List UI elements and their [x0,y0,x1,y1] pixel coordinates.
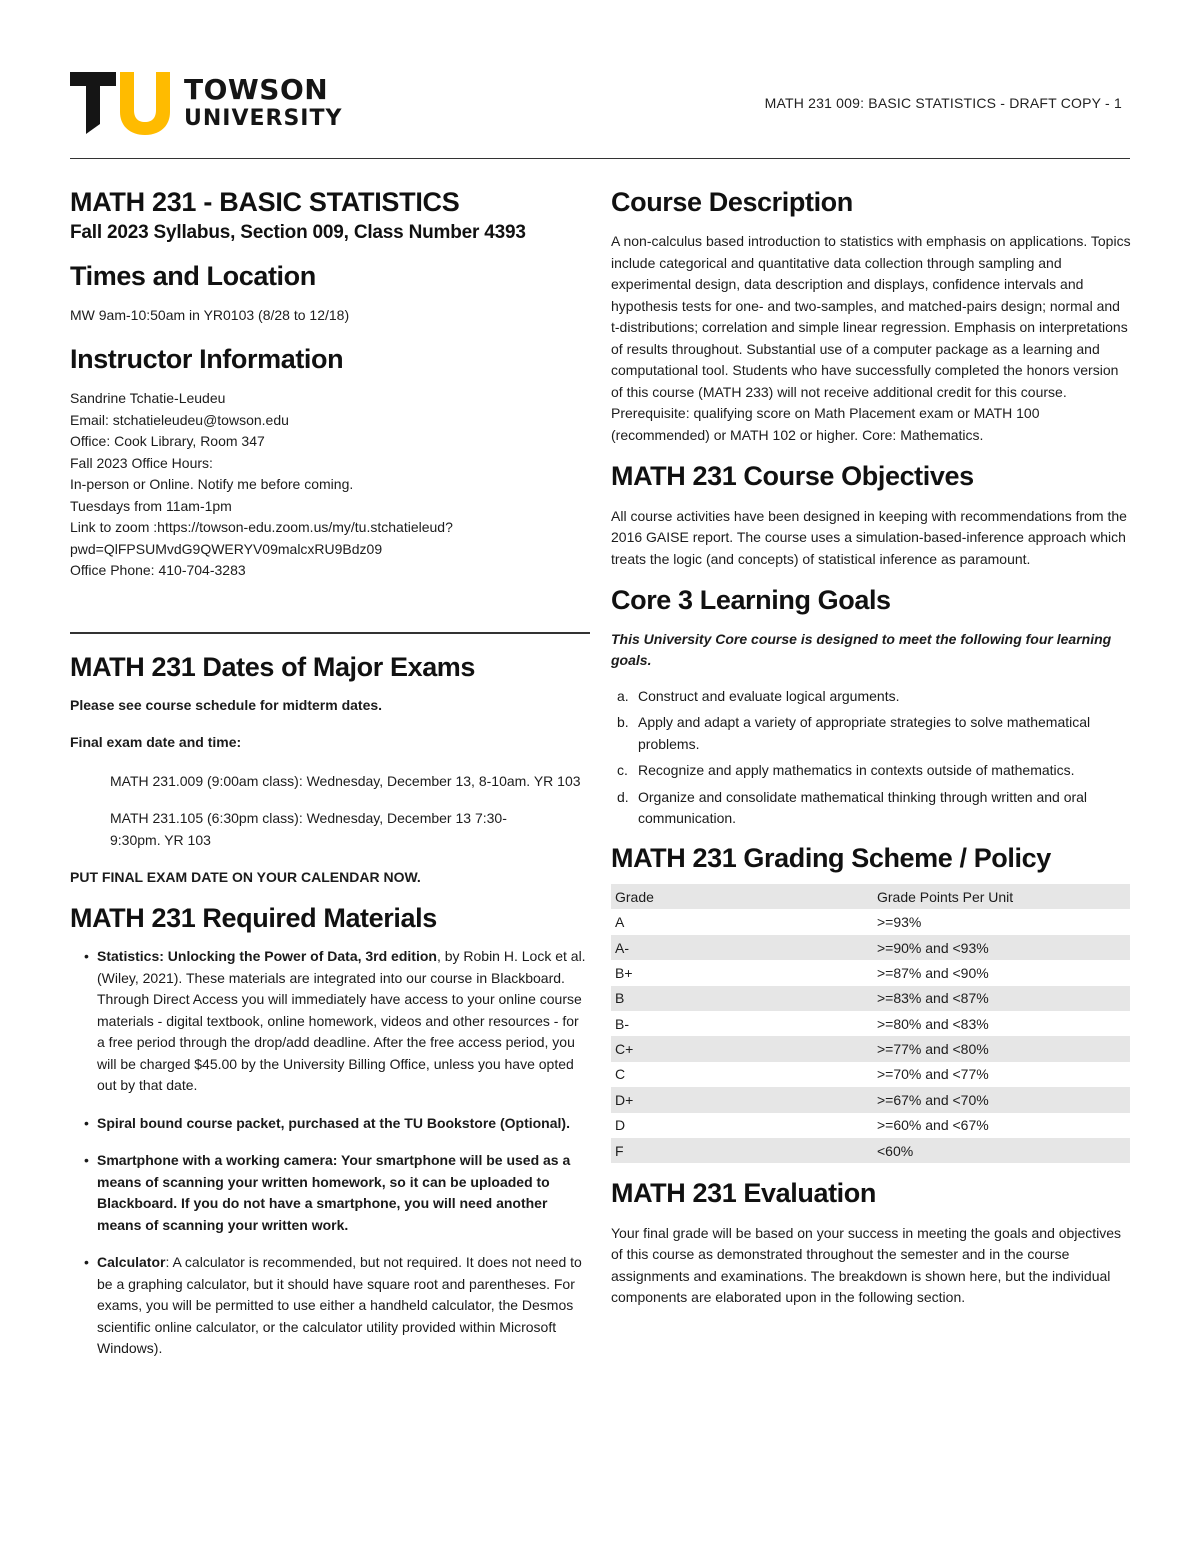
instructor-name: Sandrine Tchatie-Leudeu [70,390,226,407]
left-column [70,186,590,1376]
exams-final-label: Final exam date and time: [70,734,242,751]
list-item [611,712,1131,755]
list-item [70,1252,590,1360]
grade-cell: D [615,1117,626,1134]
range-cell: >=60% and <67% [877,1117,989,1134]
table-row [611,1113,1130,1138]
goal-marker: d. [617,788,629,805]
material-title: Statistics: Unlocking the Power of Data, 3rd edition [97,948,437,965]
bullet-icon: • [84,1254,89,1271]
logo-line-towson: TOWSON [184,73,329,106]
range-cell: >=83% and <87% [873,986,1130,1011]
list-item [611,787,1131,830]
table-row [611,1138,1130,1163]
list-item [70,946,590,1097]
bullet-icon: • [84,948,89,965]
logo-line-university: UNIVERSITY [184,106,343,131]
header-divider [70,158,1130,159]
instructor-info [70,388,590,582]
table-row [611,1087,1130,1112]
exam-entry: MATH 231.105 (6:30pm class): Wednesday, December 13 7:30-9:30pm. YR 103 [110,810,507,848]
evaluation-text: Your final grade will be based on your success in meeting the goals and objectives of this course as demonstrated throughout the semester and in the course assignments and examinations. The breakdown is shown here, but the individual components are elaborated upon in the following section. [611,1224,1122,1306]
column-header-grade: Grade [611,884,873,909]
objectives-text: All course activities have been designed in keeping with recommendations from the 2016 GAISE report. The course uses a simulation-based-inference approach which treats the logic (and concepts) of statistical inference as paramount. [611,507,1127,567]
grade-cell: B- [615,1015,629,1032]
objectives-heading: MATH 231 Course Objectives [611,461,974,492]
bullet-icon: • [84,1152,89,1169]
zoom-link-password[interactable]: pwd=QlFPSUMvdG9QWERYV09malcxRU9Bdz09 [70,540,383,557]
range-cell: >=90% and <93% [873,935,1130,960]
goal-marker: b. [617,714,629,731]
table-header-row [611,884,1130,909]
grade-cell: A [615,914,625,931]
towson-logo [70,70,360,136]
description-heading: Course Description [611,187,853,217]
range-cell: >=67% and <70% [873,1087,1130,1112]
office-hours-time: Tuesdays from 11am-1pm [70,497,232,514]
goal-marker: a. [617,687,629,704]
instructor-heading: Instructor Information [70,343,344,374]
table-row [611,1011,1130,1036]
materials-list [70,946,590,1360]
goal-text: Organize and consolidate mathematical thinking through written and oral communication. [638,788,1088,827]
column-header-points: Grade Points Per Unit [873,884,1130,909]
materials-heading: MATH 231 Required Materials [70,902,437,933]
table-row [611,1036,1130,1061]
grade-cell: B+ [615,964,633,981]
grading-heading: MATH 231 Grading Scheme / Policy [611,842,1051,873]
office-hours-label: Fall 2023 Office Hours: [70,454,213,471]
list-item [70,1150,590,1236]
table-row [611,909,1130,934]
goal-marker: c. [617,762,628,779]
tu-logo-icon [70,70,176,136]
list-item [611,760,1131,782]
grading-table [611,884,1130,1163]
times-heading: Times and Location [70,260,316,291]
range-cell: >=70% and <77% [877,1066,989,1083]
description-text: A non-calculus based introduction to statistics with emphasis on applications. Topics include categorical and quantitative data collection through sampling and experimental design, data description and displays, confidence intervals and hypothesis tests for one- and two-samples, and matched-pairs design; normal and t-distributions; correlation and simple linear regression. Emphasis on interpretations of results throughout. Substantial use of a computer package as a learning and computational tool. Students who have successfully completed the honors version of this course (MATH 233) will not receive additional credit for this course. Prerequisite: qualifying score on Math Placement exam or MATH 100 (recommended) or MATH 102 or higher. Core: Mathematics. [611,233,1131,443]
grade-cell: A- [611,935,873,960]
course-subtitle: Fall 2023 Syllabus, Section 009, Class Number 4393 [70,221,526,243]
grade-cell: D+ [611,1087,873,1112]
page-header [70,70,1130,160]
zoom-link[interactable]: Link to zoom :https://towson-edu.zoom.us/my/tu.stchatieleud? [70,519,453,536]
logo-wordmark [184,73,343,131]
goal-text: Recognize and apply mathematics in contexts outside of mathematics. [638,762,1075,779]
table-row [611,1062,1130,1087]
list-item [611,686,1131,708]
exams-calendar-note: PUT FINAL EXAM DATE ON YOUR CALENDAR NOW. [70,869,421,886]
office-phone: Office Phone: 410-704-3283 [70,562,246,579]
goal-text: Construct and evaluate logical arguments. [638,687,900,704]
goal-text: Apply and adapt a variety of appropriate strategies to solve mathematical problems. [638,714,1091,752]
exams-note: Please see course schedule for midterm dates. [70,696,383,713]
range-cell: >=77% and <80% [873,1036,1130,1061]
core-goals-heading: Core 3 Learning Goals [611,585,891,616]
grade-cell: C+ [611,1036,873,1061]
range-cell: >=93% [877,914,922,931]
grade-cell: B [611,986,873,1011]
grade-cell: C [615,1066,626,1083]
goals-list [611,686,1131,830]
range-cell: >=80% and <83% [877,1015,989,1032]
exam-entry: MATH 231.009 (9:00am class): Wednesday, December 13, 8-10am. YR 103 [110,772,581,789]
material-title: Smartphone with a working camera: Your smartphone will be used as a means of scanning your written homework, so it can be uploaded to Blackboard. If you do not have a smartphone, you will need another means of scanning your written work. [97,1152,571,1233]
times-text: MW 9am-10:50am in YR0103 (8/28 to 12/18) [70,307,350,324]
material-text: : A calculator is recommended, but not required. It does not need to be a graphing calculator, but it should have square root and parentheses. For exams, you will be permitted to use either a handheld calculator, the Desmos scientific online calculator, or the calculator utility provided within Microsoft Windows). [97,1254,582,1357]
core-goals-intro: This University Core course is designed to meet the following four learning goals. [611,630,1112,669]
table-row [611,935,1130,960]
range-cell: <60% [873,1138,1130,1163]
instructor-office: Office: Cook Library, Room 347 [70,433,265,450]
grade-cell: F [611,1138,873,1163]
right-column [611,186,1131,1309]
office-hours-mode: In-person or Online. Notify me before coming. [70,476,354,493]
course-title: MATH 231 - BASIC STATISTICS [70,187,460,217]
table-row [611,960,1130,985]
table-row [611,986,1130,1011]
material-text: , by Robin H. Lock et al. (Wiley, 2021). These materials are integrated into our course in Blackboard. Through Direct Access you will immediately have access to your online course materials - digital textbook, online homework, videos and other resources - for a free period through the drop/add deadline. After the free access period, you will be charged $45.00 by the University Billing Office, unless you have opted out by that date. [97,948,586,1094]
exams-heading: MATH 231 Dates of Major Exams [70,651,476,682]
instructor-email: Email: stchatieleudeu@towson.edu [70,411,289,428]
range-cell: >=87% and <90% [877,964,989,981]
list-item [70,1113,590,1135]
bullet-icon: • [84,1114,89,1131]
running-head: MATH 231 009: BASIC STATISTICS - DRAFT COPY - 1 [764,95,1122,111]
section-divider [70,632,590,634]
material-title: Calculator [97,1254,166,1271]
evaluation-heading: MATH 231 Evaluation [611,1178,876,1209]
material-title: Spiral bound course packet, purchased at the TU Bookstore (Optional). [97,1114,570,1131]
